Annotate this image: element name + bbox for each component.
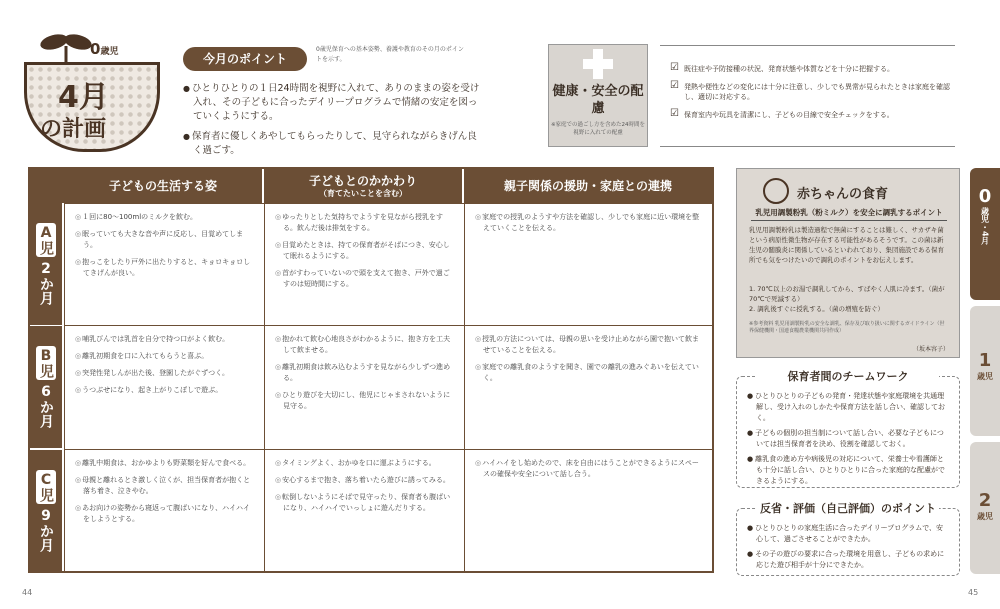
cell-relation-a: ◎ ゆったりとした気持ちでようすを見ながら授乳をする。飲んだ後は排気をする。 ◎ 目覚めたときは、持ての保育者がそばにつき、安心して眠れるようにする。 ◎ 首がすわっていないので頭を支えて抱き、戸外で過ごすのは短時間にする。 [264, 203, 464, 325]
review-box [736, 502, 960, 576]
corner-header [30, 169, 64, 203]
list-item: ● その子の遊びの要求に合った環境を用意し、子どもの求めに応じた遊び相手が十分にできたか。 [747, 549, 949, 571]
goal-item: ● 保育者に優しくあやしてもらったりして、見守られながらきげん良く過ごす。 [183, 130, 483, 158]
checklist-item: ☑ 発熱や便性などの変化には十分に注意し、少しでも異常が見られたときは家庭を確認し、適切に対応する。 [670, 82, 955, 102]
title-plan: の計画 [40, 117, 107, 142]
teamwork-list [737, 377, 959, 497]
monthly-point-badge: 今月のポイント [183, 47, 307, 71]
review-list [737, 509, 959, 581]
header-life: 子どもの生活する姿 [64, 169, 262, 203]
goal-item: ● ひとりひとりの１日24時間を視野に入れて、ありのままの姿を受け入れ、その子どもに合ったデイリープログラムで情緒の安定を図っていくようにする。 [183, 82, 483, 124]
page-number-right: 45 [968, 588, 979, 597]
cell-life-a: ◎ １回に80～100mlのミルクを飲む。 ◎ 眠っていても大きな音や声に反応し、目覚めてしまう。 ◎ 抱っこをしたり戸外に出たりすると、キョロキョロしてきげんが良い。 [64, 203, 264, 325]
baby-food-box [736, 168, 960, 358]
review-title: 反省・評価（自己評価）のポイント [757, 500, 939, 516]
row-label-a: A児 2か月 [30, 203, 62, 325]
baby-food-author: （坂本容子） [912, 346, 949, 353]
baby-face-icon [763, 178, 789, 204]
divider [660, 146, 955, 147]
tab-age-1[interactable]: 1 歳児 [970, 306, 1000, 436]
divider [660, 45, 955, 46]
tab-age-2[interactable]: 2 歳児 [970, 442, 1000, 574]
baby-food-list [749, 284, 949, 314]
cell-relation-c: ◎ タイミングよく、おかゆを口に運ぶようにする。 ◎ 安心するまで抱き、落ち着いたら遊びに誘ってみる。 ◎ 転倒しないようにそばで見守ったり、保育者も腹ばいになり、ハイハイでいっしょに遊んだりする。 [264, 449, 464, 571]
baby-food-source: ※参考資料 乳児用調製粉乳の安全な調乳、保存及び取り扱いに関するガイドライン（世界保健機関・国連食糧農業機関共同作成） [749, 321, 945, 334]
list-item: ● ひとりひとりの子どもの発育・発達状態や家庭環境を共通理解し、受け入れのしかたや保育方法を話し合い、確認しておく。 [747, 391, 949, 424]
age-label: 0歳児 [90, 40, 119, 58]
cell-life-c: ◎ 離乳中期食は、おかゆよりも野菜類を好んで食べる。 ◎ 母親と離れるとき激しく泣くが、担当保育者が抱くと落ち着き、泣きやむ。 ◎ あお向けの姿勢から寝返って腹ばいになり、ハイハイをしようとする。 [64, 449, 264, 571]
page-number-left: 44 [22, 588, 33, 597]
list-item: ● 離乳食の進め方や病後児の対応について、栄養士や看護師とも十分に話し合い、ひとりひとりに合った家庭的な配慮ができるようにする。 [747, 454, 949, 487]
health-safety-box [548, 44, 648, 147]
list-item: ● ひとりひとりの家庭生活に合ったデイリープログラムで、安心して、過ごさせることができたか。 [747, 523, 949, 545]
baby-food-body: 乳児用調製粉乳は製造過程で無菌にすることは難しく、サカザキ菌という病原性微生物が存在する可能性があるそうです。この菌は新生児の髄膜炎に関係しているといわれており、集団施設である保育所でも気をつけたいので調乳のポイントをお伝えします。 [749, 226, 944, 264]
baby-food-subtitle: 乳児用調製粉乳（粉ミルク）を安全に調乳するポイント [751, 207, 947, 221]
cell-family-a: ◎ 家庭での授乳のようすや方法を確認し、少しでも家庭に近い環境を整えていくことを伝える。 [464, 203, 712, 325]
cell-family-c: ◎ ハイハイをし始めたので、床を自由にはうことができるようにスペースの確保や安全について話し合う。 [464, 449, 712, 571]
monthly-point-note: 0歳児保育への基本姿勢、養護や教育のその月のポイントを示す。 [316, 46, 464, 63]
health-checklist [670, 64, 955, 128]
medical-cross-icon [583, 49, 613, 79]
monthly-goals [183, 82, 483, 164]
tab-age-0[interactable]: 0 歳児・4月 [970, 168, 1000, 300]
cell-life-b: ◎ 哺乳びんでは乳首を自分で持つ口がよく飲む。 ◎ 離乳初期食を口に入れてもらうと喜ぶ。 ◎ 突発性発しんが出た後、登園したがぐずつく。 ◎ うつぶせになり、起き上がりこぼしで遊ぶ。 [64, 325, 264, 449]
row-label-b: B児 6か月 [30, 326, 62, 448]
title-month: 4月 [58, 80, 109, 115]
list-item: 2. 調乳後すぐに授乳する。（菌の増殖を防ぐ） [749, 305, 885, 313]
row-label-c: C児 9か月 [30, 450, 62, 571]
checklist-item: ☑ 既往症や予防接種の状況、発育状態や体質などを十分に把握する。 [670, 64, 955, 74]
teamwork-box [736, 370, 960, 488]
health-note: ※家庭での過ごし方を含めた24時間を視野に入れての配慮 [550, 122, 646, 136]
header-family: 親子関係の援助・家庭との連携 [464, 169, 712, 203]
checklist-item: ☑ 保育室内や玩具を清潔にし、子どもの目線で安全チェックをする。 [670, 110, 955, 120]
plan-table [28, 167, 714, 573]
sprout-icon [36, 28, 96, 64]
teamwork-title: 保育者間のチームワーク [757, 368, 939, 384]
cell-family-b: ◎ 授乳の方法については、母親の思いを受け止めながら園で抱いて飲ませていることを伝える。 ◎ 家庭での離乳食のようすを聞き、園での離乳の進みぐあいを伝えていく。 [464, 325, 712, 449]
baby-food-title: 赤ちゃんの食育 [797, 187, 889, 202]
header-relation: 子どもとのかかわり （育てたいことを含む） [264, 169, 462, 203]
cell-relation-b: ◎ 抱かれて飲む心地良さがわかるように、抱き方を工夫して飲ませる。 ◎ 離乳初期食は飲み込むようすを見ながら少しずつ進める。 ◎ ひとり遊びを大切にし、他児にじゃまされないように見守る。 [264, 325, 464, 449]
list-item: 1. 70℃以上のお湯で調乳してから、すばやく人肌に冷ます。（菌が70℃で死滅する） [749, 285, 945, 303]
health-title: 健康・安全の配慮 [552, 84, 644, 116]
list-item: ● 子どもの個別の担当制について話し合い、必要な子どもについては担当保育者を決め、役割を確認しておく。 [747, 428, 949, 450]
